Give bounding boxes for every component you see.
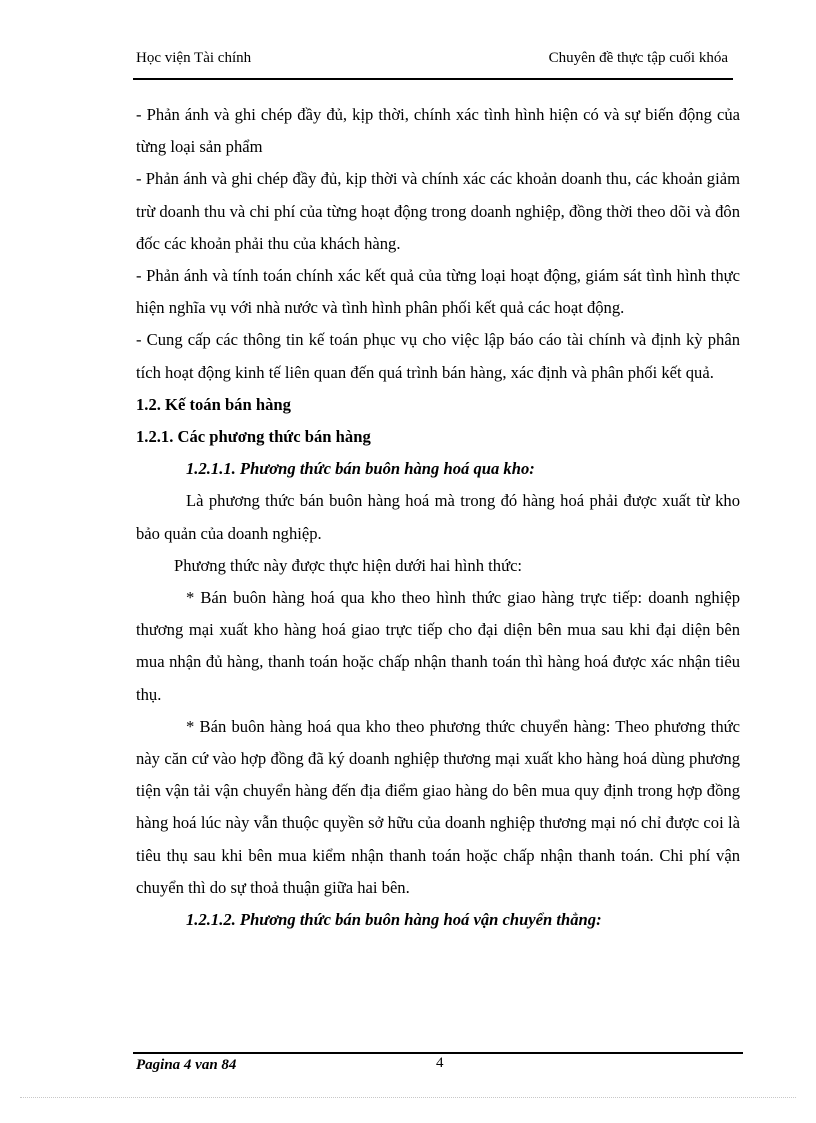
footer-divider: [133, 1052, 743, 1054]
header-document-title: Chuyên đề thực tập cuối khóa: [548, 50, 728, 66]
page-boundary: [20, 1097, 796, 1098]
paragraph-1: - Phản ánh và ghi chép đầy đủ, kịp thời, chính xác tình hình hiện có và sự biến động của từng loại sản phẩm: [136, 105, 740, 157]
footer-page-number: 4: [436, 1055, 444, 1071]
header-institution: Học viện Tài chính: [136, 50, 252, 66]
document-body: [136, 99, 740, 936]
paragraph-7: * Bán buôn hàng hoá qua kho theo hình thức giao hàng trực tiếp: doanh nghiệp thương mại xuất kho hàng hoá giao trực tiếp cho đại diện bên mua sau khi đại diện bên mua nhận đủ hàng, thanh toán hoặc chấp nhận thanh toán thì hàng hoá được xác nhận tiêu thụ.: [136, 588, 740, 704]
paragraph-3: - Phản ánh và tính toán chính xác kết quả của từng loại hoạt động, giám sát tình hình thực hiện nghĩa vụ với nhà nước và tình hình phân phối kết quả các hoạt động.: [136, 266, 740, 318]
page-header: [136, 48, 734, 70]
paragraph-4: - Cung cấp các thông tin kế toán phục vụ cho việc lập báo cáo tài chính và định kỳ phân tích hoạt động kinh tế liên quan đến quá trình bán hàng, xác định và phân phối kết quả.: [136, 330, 740, 382]
paragraph-2: - Phản ánh và ghi chép đầy đủ, kịp thời và chính xác các khoản doanh thu, các khoản giảm trừ doanh thu và chi phí của từng hoạt động trong doanh nghiệp, đồng thời theo dõi và đôn đốc các khoản phải thu của khách hàng.: [136, 169, 740, 253]
paragraph-6: Phương thức này được thực hiện dưới hai hình thức:: [174, 555, 523, 575]
section-heading-1-2-1-1: 1.2.1.1. Phương thức bán buôn hàng hoá qua kho:: [186, 459, 535, 479]
paragraph-5: Là phương thức bán buôn hàng hoá mà trong đó hàng hoá phải được xuất từ kho bảo quản của doanh nghiệp.: [136, 491, 740, 543]
section-heading-1-2: 1.2. Kế toán bán hàng: [136, 394, 291, 414]
section-heading-1-2-1-2: 1.2.1.2. Phương thức bán buôn hàng hoá vận chuyển thẳng:: [186, 910, 602, 930]
footer-pagination: Pagina 4 van 84: [136, 1057, 237, 1073]
paragraph-8: * Bán buôn hàng hoá qua kho theo phương thức chuyển hàng: Theo phương thức này căn cứ vào hợp đồng đã ký doanh nghiệp thương mại xuất kho hàng hoá dùng phương tiện vận tải vận chuyển hàng đến địa điểm giao hàng do bên mua quy định trong hợp đồng hàng hoá lúc này vẫn thuộc quyền sở hữu của doanh nghiệp thương mại nó chỉ được coi là tiêu thụ sau khi bên mua kiểm nhận thanh toán hoặc chấp nhận thanh toán. Chi phí vận chuyển thì do sự thoả thuận giữa hai bên.: [136, 716, 740, 897]
section-heading-1-2-1: 1.2.1. Các phương thức bán hàng: [136, 427, 371, 447]
header-divider: [133, 78, 733, 80]
